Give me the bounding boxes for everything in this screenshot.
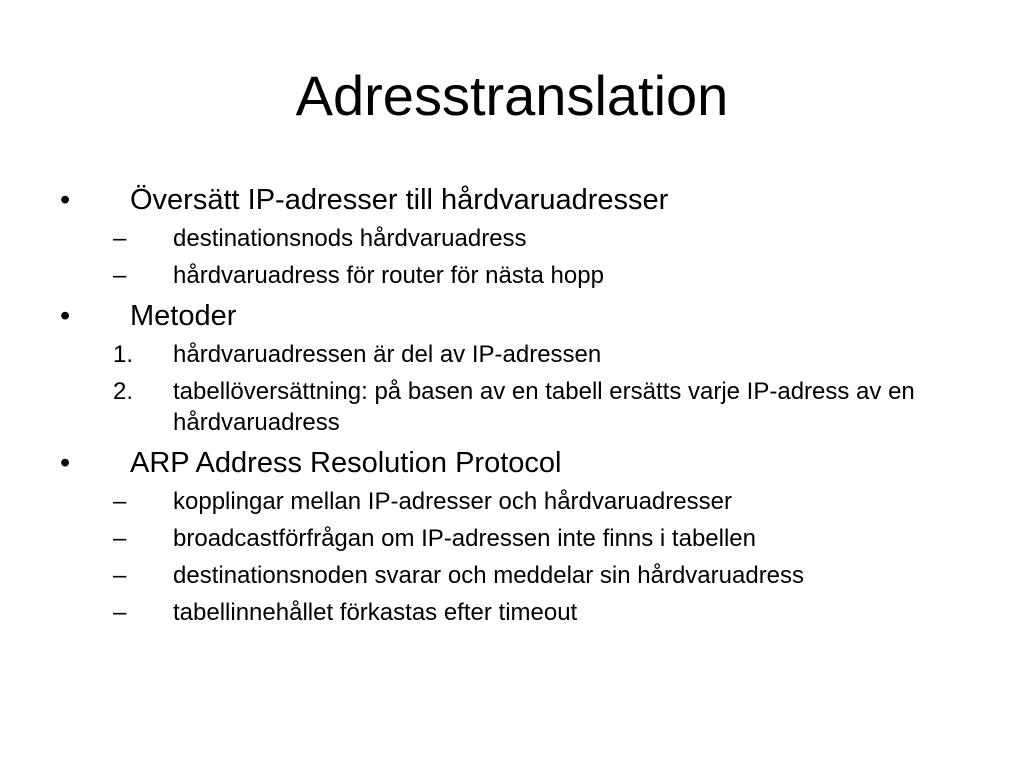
- bullet-item: [0, 181, 1024, 219]
- sub-item-text: destinationsnods hårdvaruadress: [173, 225, 527, 252]
- sub-item-text: tabellinnehållet förkastas efter timeout: [173, 599, 578, 626]
- bullet-text: Översätt IP-adresser till hårdvaruadresser: [130, 184, 669, 216]
- slide-title: Adresstranslation: [295, 64, 729, 127]
- bullet-item: [0, 444, 1024, 482]
- bullet-marker: •: [60, 447, 71, 479]
- sub-item: [0, 560, 1024, 591]
- slide-body: [0, 181, 1024, 634]
- dash-marker: –: [113, 262, 127, 289]
- number-marker: 1.: [113, 341, 134, 368]
- dash-marker: –: [113, 225, 127, 252]
- dash-marker: –: [113, 599, 127, 626]
- bullet-item: [0, 297, 1024, 335]
- sub-item: [0, 597, 1024, 628]
- bullet-text: ARP Address Resolution Protocol: [130, 447, 562, 479]
- sub-item: [0, 260, 1024, 291]
- numbered-item: [0, 376, 1024, 438]
- sub-item: [0, 486, 1024, 517]
- numbered-item-text: tabellöversättning: på basen av en tabell ersätts varje IP-adress av en hårdvaruadress: [173, 378, 915, 436]
- numbered-item-text: hårdvaruadressen är del av IP-adressen: [173, 341, 602, 368]
- sub-item-text: destinationsnoden svarar och meddelar sin hårdvaruadress: [173, 562, 805, 589]
- sub-item-text: kopplingar mellan IP-adresser och hårdvaruadresser: [173, 488, 732, 515]
- sub-item: [0, 223, 1024, 254]
- bullet-marker: •: [60, 184, 71, 216]
- dash-marker: –: [113, 562, 127, 589]
- sub-item: [0, 523, 1024, 554]
- dash-marker: –: [113, 525, 127, 552]
- sub-item-text: broadcastförfrågan om IP-adressen inte finns i tabellen: [173, 525, 756, 552]
- number-marker: 2.: [113, 378, 134, 405]
- sub-item-text: hårdvaruadress för router för nästa hopp: [173, 262, 604, 289]
- numbered-item: [0, 339, 1024, 370]
- dash-marker: –: [113, 488, 127, 515]
- bullet-marker: •: [60, 300, 71, 332]
- bullet-text: Metoder: [130, 300, 237, 332]
